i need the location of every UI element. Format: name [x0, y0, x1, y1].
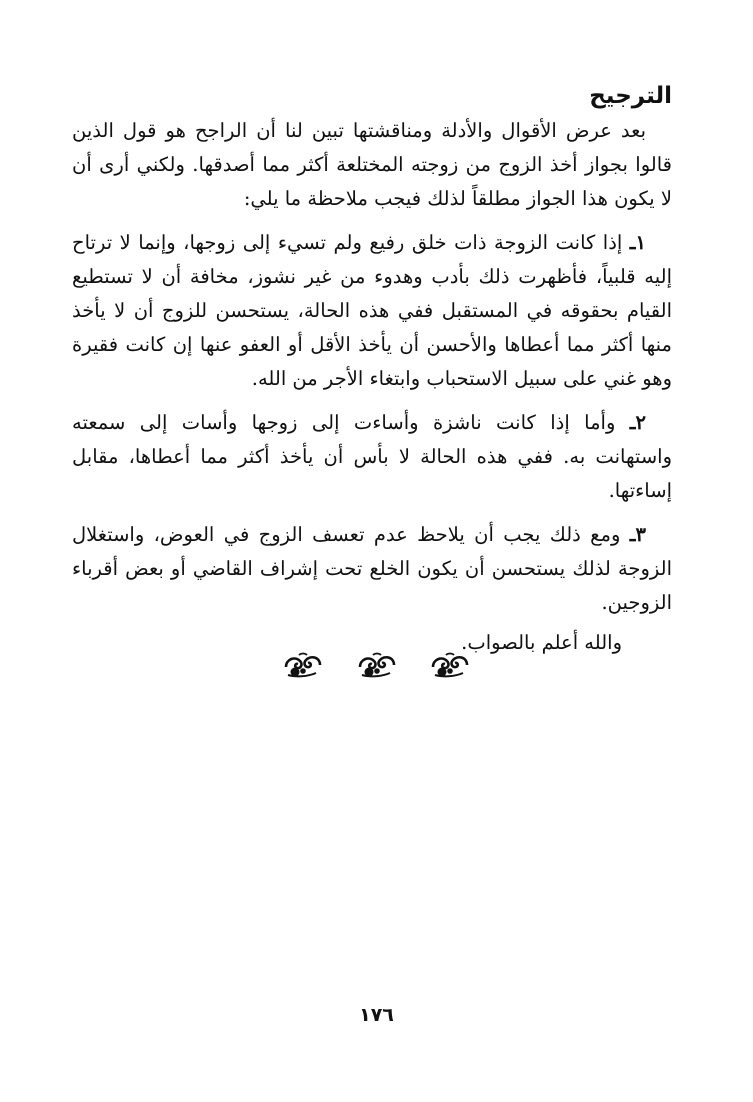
- point-3-number: ٣ـ: [629, 523, 646, 546]
- section-divider: [0, 652, 753, 682]
- floral-ornament-icon: [283, 652, 323, 682]
- point-1-number: ١ـ: [629, 231, 646, 254]
- point-1-text: إذا كانت الزوجة ذات خلق رفيع ولم تسيء إلى زوجها، وإنما لا ترتاح إليه قلبياً، فأظهرت ذلك بأدب وهدوء من غير نشوز، مخافة أن لا تستطيع القيام بحقوقه في المستقبل ففي هذه الحالة، يستحسن للزوج أن لا يأخذ منها أكثر مما أعطاها والأحسن أن يأخذ الأقل أو العفو عنها إن كانت فقيرة وهو غني على سبيل الاستحباب وابتغاء الأجر من الله.: [72, 231, 672, 390]
- point-3: [72, 518, 672, 620]
- intro-paragraph: بعد عرض الأقوال والأدلة ومناقشتها تبين لنا أن الراجح هو قول الذين قالوا بجواز أخذ الزوج من زوجته المختلعة أكثر مما أصدقها. ولكني أرى أن لا يكون هذا الجواز مطلقاً لذلك فيجب ملاحظة ما يلي:: [72, 119, 672, 210]
- point-2: [72, 406, 672, 508]
- closing-line: والله أعلم بالصواب.: [461, 631, 622, 654]
- point-1: [72, 226, 672, 396]
- section-heading: الترجيح: [589, 83, 672, 109]
- point-2-text: وأما إذا كانت ناشزة وأساءت إلى زوجها وأسات إلى سمعته واستهانت به. ففي هذه الحالة لا بأس أن يأخذ أكثر مما أعطاها، مقابل إساءتها.: [72, 411, 672, 502]
- point-3-text: ومع ذلك يجب أن يلاحظ عدم تعسف الزوج في العوض، واستغلال الزوجة لذلك يستحسن أن يكون الخلع تحت إشراف القاضي أو بعض أقرباء الزوجين.: [72, 523, 672, 614]
- floral-ornament-icon: [357, 652, 397, 682]
- point-2-number: ٢ـ: [629, 411, 646, 434]
- page-body: [72, 78, 672, 660]
- floral-ornament-icon: [430, 652, 470, 682]
- page-number: ١٧٦: [359, 1004, 394, 1026]
